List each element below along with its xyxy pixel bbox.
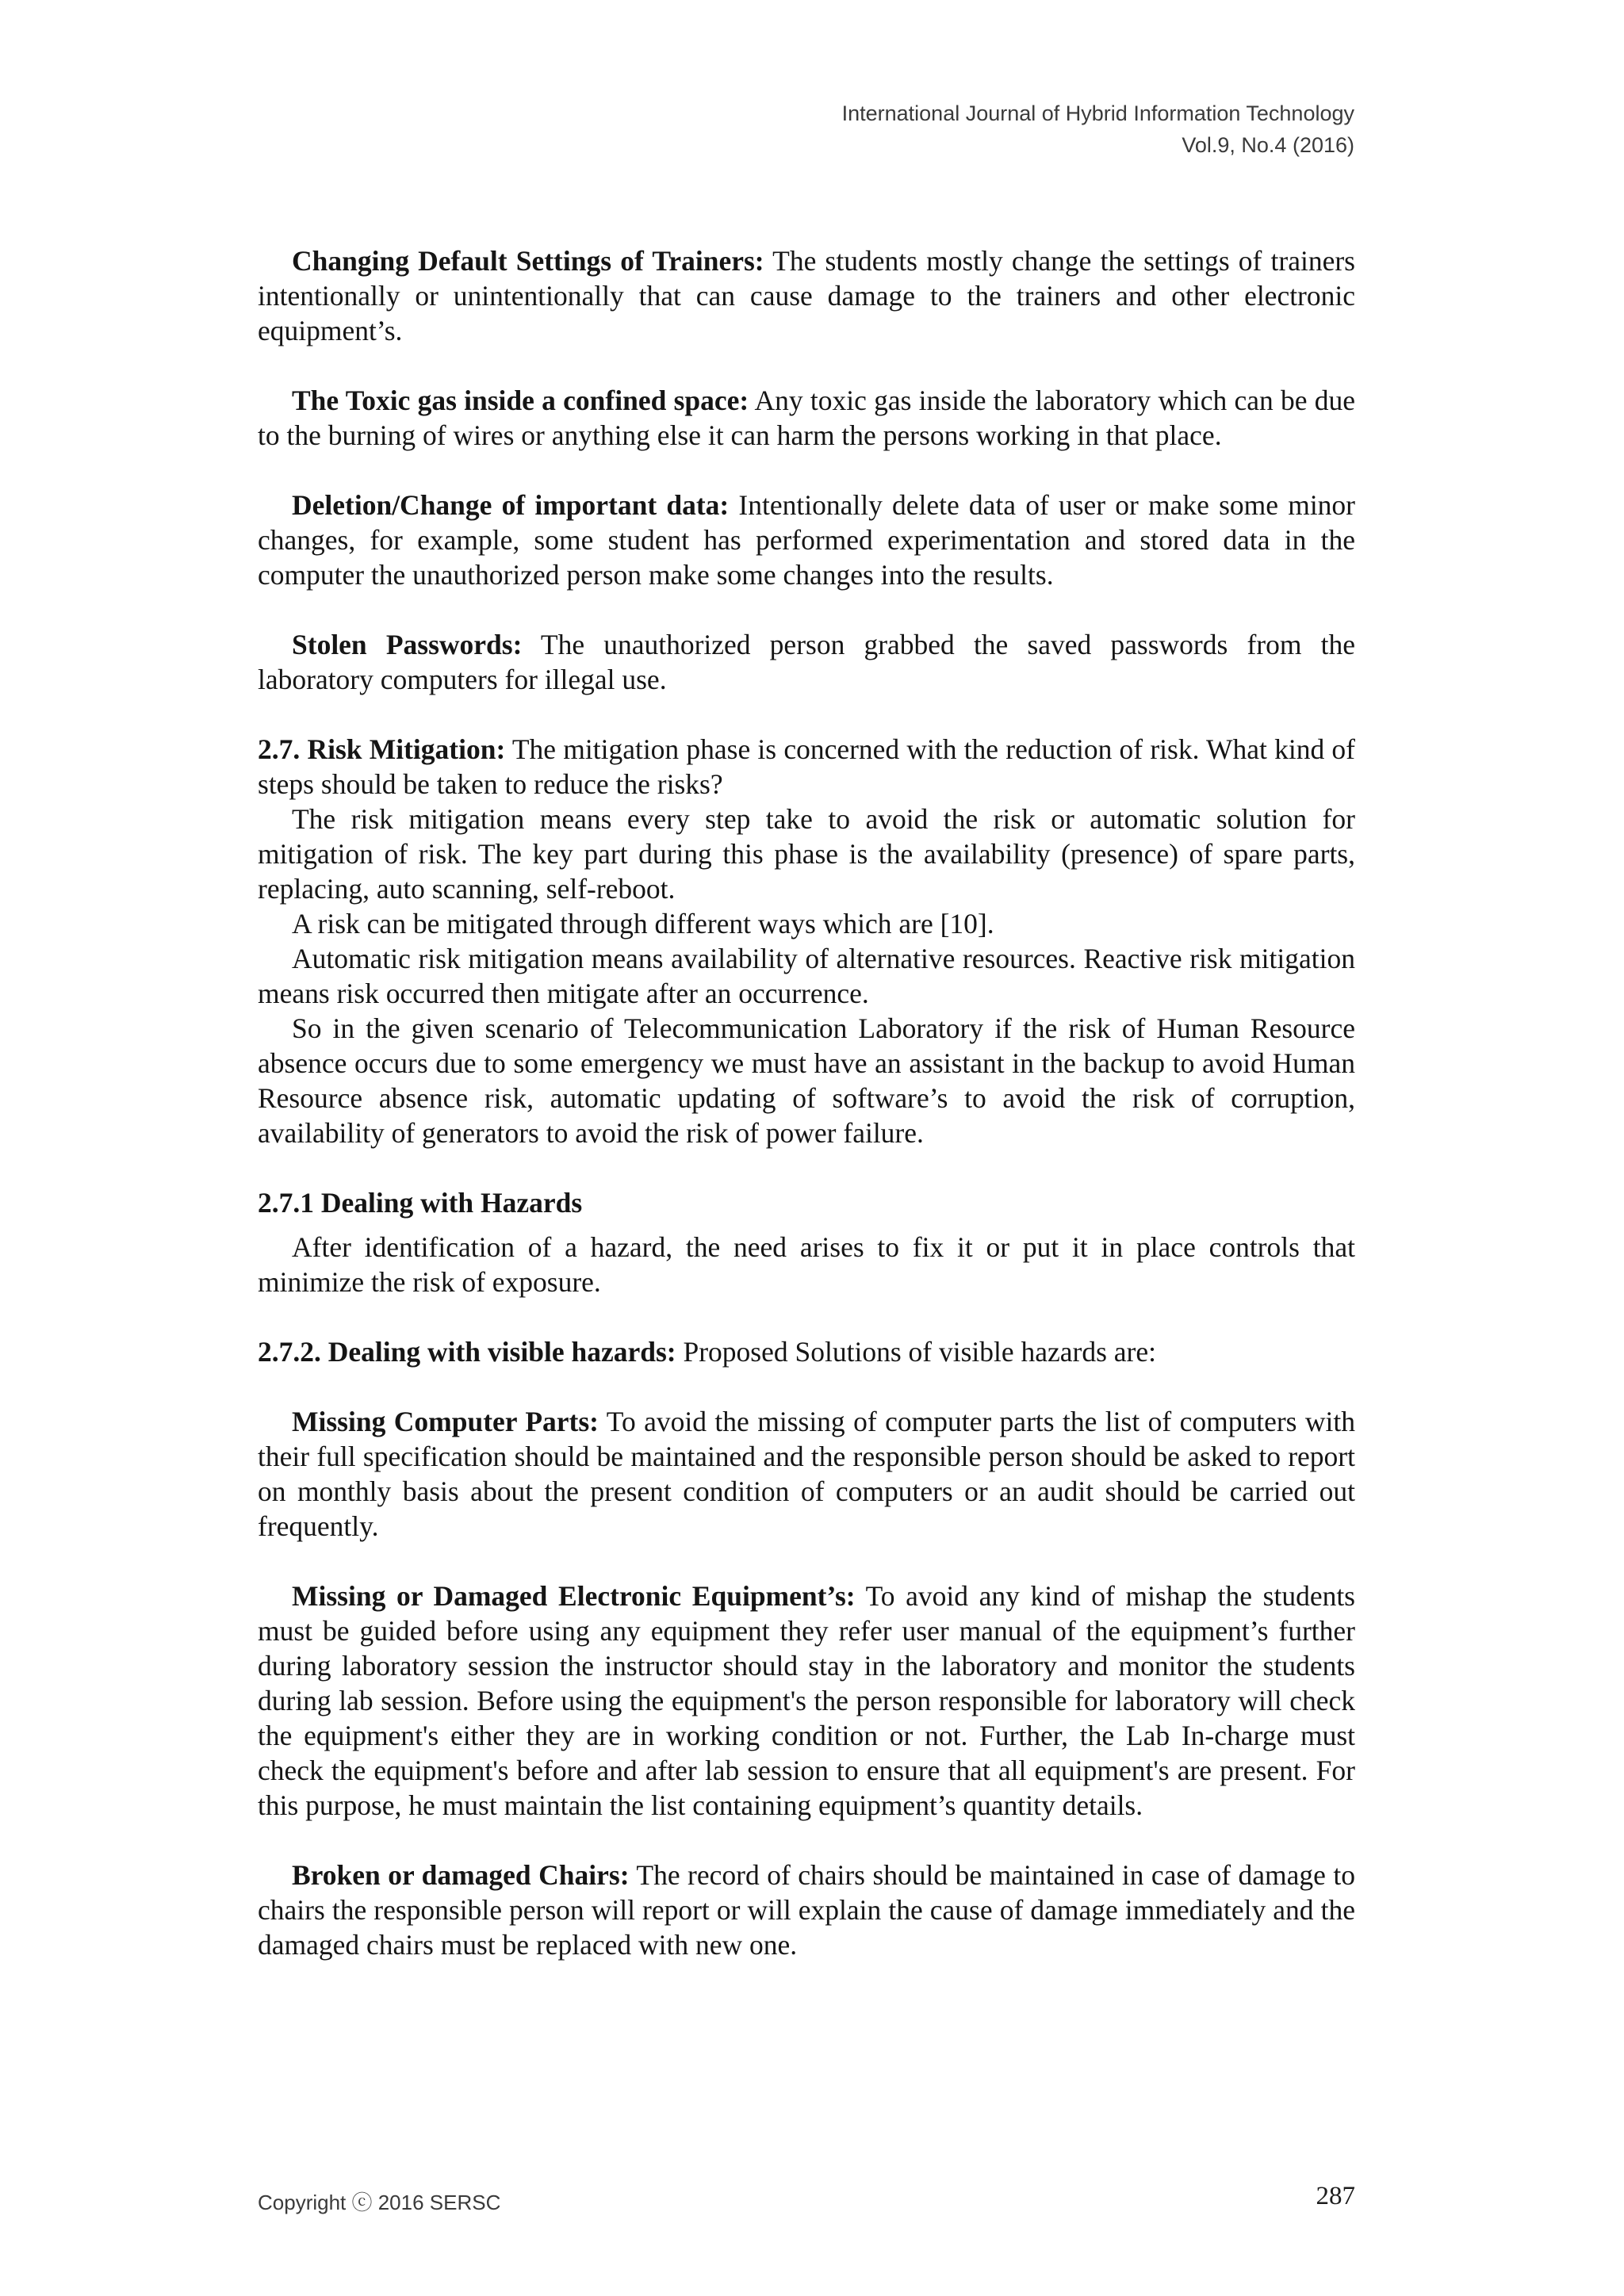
term-label: Broken or damaged Chairs: (292, 1859, 630, 1891)
hazard-paragraph-trainers (258, 243, 1355, 348)
journal-volume: Vol.9, No.4 (2016) (1182, 133, 1354, 157)
paragraph-text: Proposed Solutions of visible hazards are: (676, 1336, 1156, 1368)
paragraph-text: To avoid any kind of mishap the students must be guided before using any equipment they refer user manual of the equipment’s further during laboratory session the instructor should stay in the laboratory and monitor the students during lab session. Before using the equipment's the person responsible for laboratory will check the equipment's either they are in working condition or not. Further, the Lab In-charge must check the equipment's before and after lab session to ensure that all equipment's are present. For this purpose, he must maintain the list containing equipment’s quantity details. (258, 1580, 1355, 1821)
section-2-7-paragraph: So in the given scenario of Telecommunication Laboratory if the risk of Human Resource absence occurs due to some emergency we must have an assistant in the backup to avoid Human Resource absence risk, automatic updating of software’s to avoid the risk of corruption, availability of generators to avoid the risk of power failure. (258, 1012, 1355, 1149)
term-label: Stolen Passwords: (292, 629, 523, 660)
paragraph-text: The record of chairs should be maintained in case of damage to chairs the responsible person will report or will explain the cause of damage immediately and the damaged chairs must be replaced with new one. (258, 1859, 1355, 1961)
section-2-7-1-text: After identification of a hazard, the need arises to fix it or put it in place controls that minimize the risk of exposure. (258, 1231, 1355, 1298)
solution-paragraph-equipment (258, 1578, 1355, 1823)
paragraph-text: The unauthorized person grabbed the saved passwords from the laboratory computers for illegal use. (258, 629, 1355, 695)
page-body (258, 243, 1355, 1962)
section-2-7-2-intro (258, 1334, 1355, 1369)
paragraph-text: The students mostly change the settings of trainers intentionally or unintentionally that can cause damage to the trainers and other electronic equipment’s. (258, 245, 1355, 346)
journal-title: International Journal of Hybrid Information Technology (841, 101, 1354, 125)
solution-paragraph-chairs (258, 1858, 1355, 1962)
section-2-7-paragraph: The risk mitigation means every step take to avoid the risk or automatic solution for mitigation of risk. The key part during this phase is the availability (presence) of spare parts, replacing, auto scanning, self-reboot. (258, 803, 1355, 905)
paragraph-text: The mitigation phase is concerned with the reduction of risk. What kind of steps should be taken to reduce the risks? (258, 733, 1355, 800)
paragraph-text: Any toxic gas inside the laboratory which can be due to the burning of wires or anything else it can harm the persons working in that place. (258, 385, 1355, 451)
section-2-7-1-heading: 2.7.1 Dealing with Hazards (258, 1187, 583, 1219)
section-2-7-paragraph: Automatic risk mitigation means availability of alternative resources. Reactive risk mitigation means risk occurred then mitigate after an occurrence. (258, 943, 1355, 1009)
term-label: Deletion/Change of important data: (292, 489, 730, 521)
term-label: Changing Default Settings of Trainers: (292, 245, 764, 277)
hazard-paragraph-passwords (258, 627, 1355, 697)
term-label: Missing or Damaged Electronic Equipment’s: (292, 1580, 856, 1612)
page-number: 287 (1316, 2182, 1355, 2210)
hazard-paragraph-toxic-gas (258, 383, 1355, 453)
term-label: The Toxic gas inside a confined space: (292, 385, 749, 416)
section-2-7-paragraph: A risk can be mitigated through different ways which are [10]. (292, 908, 994, 939)
section-2-7-intro (258, 732, 1355, 802)
running-header (842, 98, 1354, 161)
paragraph-text: Intentionally delete data of user or make some minor changes, for example, some student has performed experimentation and stored data in the computer the unauthorized person make some changes into the results. (258, 489, 1356, 591)
hazard-paragraph-data-deletion (258, 488, 1355, 592)
copyright-notice: Copyright ⓒ 2016 SERSC (258, 2191, 501, 2214)
section-heading: 2.7.2. Dealing with visible hazards: (258, 1336, 676, 1368)
paragraph-text: To avoid the missing of computer parts the list of computers with their full specification should be maintained and the responsible person should be asked to report on monthly basis about the present condition of computers or an audit should be carried out frequently. (258, 1406, 1355, 1542)
solution-paragraph-computer-parts (258, 1404, 1355, 1544)
term-label: Missing Computer Parts: (292, 1406, 599, 1437)
section-heading: 2.7. Risk Mitigation: (258, 733, 506, 765)
